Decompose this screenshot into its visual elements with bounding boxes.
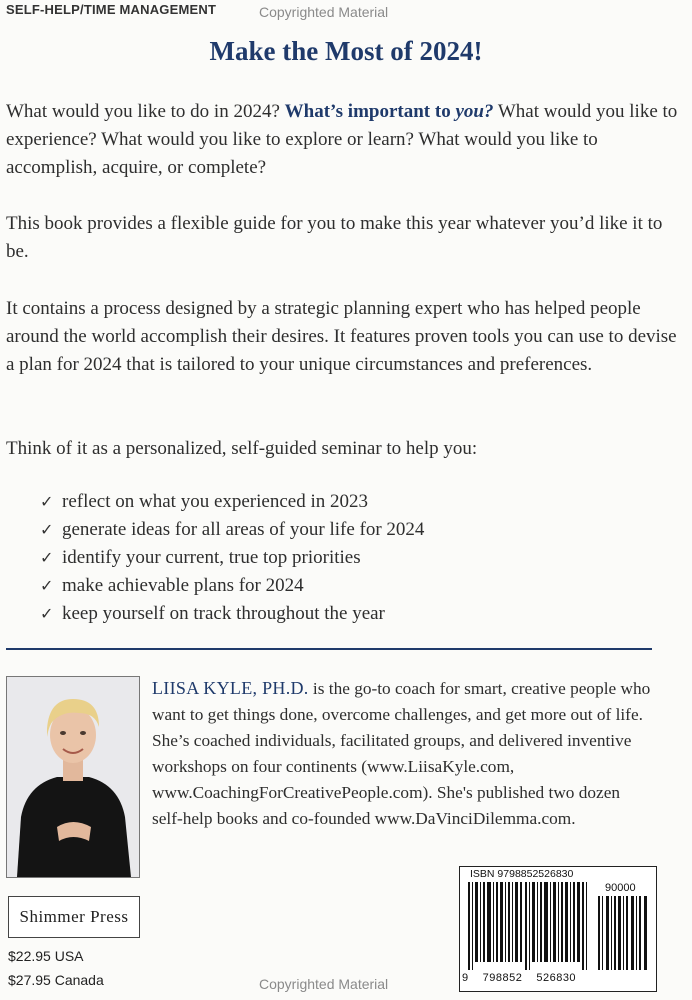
watermark-bottom: Copyrighted Material bbox=[259, 976, 389, 992]
check-icon: ✓ bbox=[40, 494, 54, 511]
intro-paragraph-4: Think of it as a personalized, self-guided seminar to help you: bbox=[6, 438, 478, 459]
price-code: 90000 bbox=[605, 882, 636, 894]
intro-paragraph-3: It contains a process designed by a strategic planning expert who has helped people around the world accomplish their desires. It features proven tools you can use to devise a plan for 2024 that is tailored to your unique circumstances and preferences. bbox=[6, 298, 677, 375]
digit-group: 526830 bbox=[536, 972, 577, 984]
list-item bbox=[40, 516, 424, 544]
checklist bbox=[40, 488, 424, 628]
intro-paragraph-2: This book provides a flexible guide for you to make this year whatever you’d like it to be. bbox=[6, 213, 663, 262]
author-bio-text: is the go-to coach for smart, creative people who want to get things done, overcome challenges, and get more out of life. She’s coached individuals, facilitated groups, and delivered inventive workshops on four continents (www.LiisaKyle.com, www.CoachingForCreativePeople.com). She's published two dozen self-help books and co-founded www.DaVinciDilemma.com. bbox=[152, 679, 651, 828]
list-item-text: generate ideas for all areas of your life for 2024 bbox=[62, 519, 425, 540]
price-barcode-icon bbox=[598, 896, 650, 970]
price-canada: $27.95 Canada bbox=[8, 972, 104, 988]
check-icon: ✓ bbox=[40, 550, 54, 567]
list-item bbox=[40, 572, 424, 600]
digit-group: 9 bbox=[462, 972, 469, 984]
author-name: LIISA KYLE, PH.D. bbox=[152, 678, 309, 698]
isbn-barcode-icon bbox=[468, 882, 592, 970]
barcode-digits bbox=[462, 972, 590, 984]
list-item bbox=[40, 488, 424, 516]
p1-text-b: What would you like to experience? What would you like to explore or learn? What would you like to accomplish, acquire, or complete? bbox=[6, 101, 678, 178]
author-portrait-icon bbox=[7, 677, 139, 877]
page-title: Make the Most of 2024! bbox=[209, 36, 483, 66]
publisher-logo: Shimmer Press bbox=[8, 896, 140, 938]
price-usa: $22.95 USA bbox=[8, 948, 84, 964]
watermark-top: Copyrighted Material bbox=[259, 4, 389, 20]
author-bio bbox=[152, 675, 652, 832]
list-item bbox=[40, 600, 424, 628]
p1-text-a: What would you like to do in 2024? bbox=[6, 101, 285, 122]
check-icon: ✓ bbox=[40, 606, 54, 623]
p1-italic: you? bbox=[455, 101, 494, 122]
check-icon: ✓ bbox=[40, 578, 54, 595]
check-icon: ✓ bbox=[40, 522, 54, 539]
p1-bold: What’s important to bbox=[284, 101, 456, 122]
intro-paragraph-1 bbox=[6, 98, 686, 182]
list-item-text: reflect on what you experienced in 2023 bbox=[62, 491, 368, 512]
list-item-text: keep yourself on track throughout the year bbox=[62, 603, 385, 624]
isbn-label: ISBN 9798852526830 bbox=[470, 868, 574, 880]
list-item bbox=[40, 544, 424, 572]
author-photo bbox=[6, 676, 140, 878]
section-divider bbox=[6, 648, 652, 650]
list-item-text: identify your current, true top priorities bbox=[62, 547, 361, 568]
list-item-text: make achievable plans for 2024 bbox=[62, 575, 304, 596]
digit-group: 798852 bbox=[482, 972, 523, 984]
category-label: SELF-HELP/TIME MANAGEMENT bbox=[6, 2, 217, 17]
